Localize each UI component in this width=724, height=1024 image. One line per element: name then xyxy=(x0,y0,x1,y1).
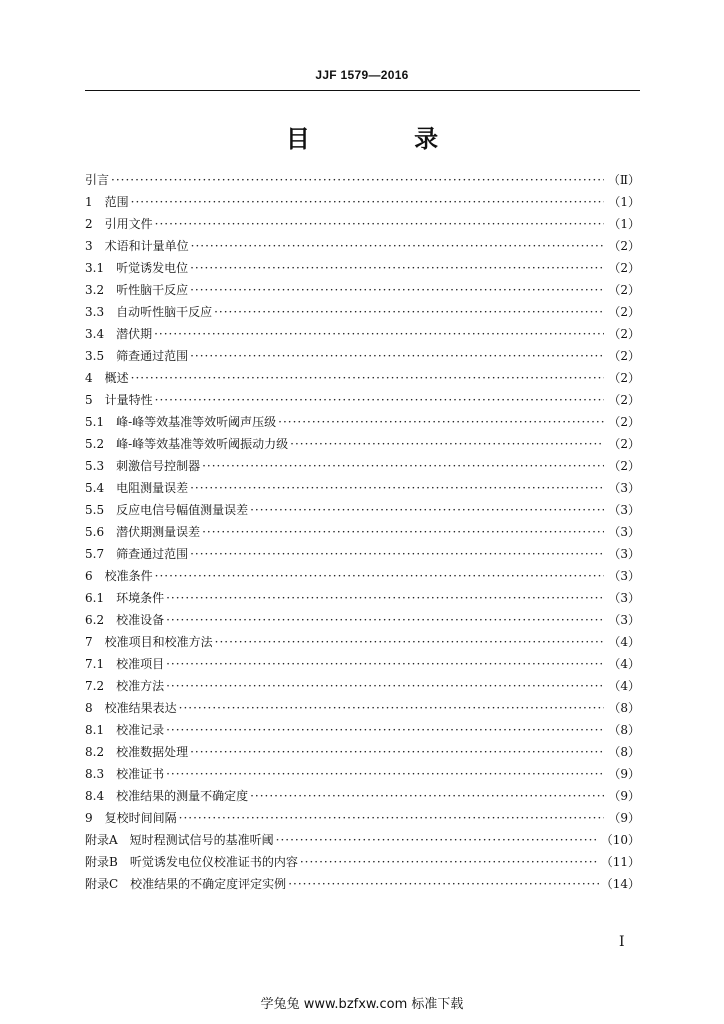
toc-entry[interactable] xyxy=(85,455,640,477)
toc-entry[interactable] xyxy=(85,213,640,235)
toc-entry-label: 7.2 校准方法 xyxy=(85,679,165,693)
toc-entry-label: 8.1 校准记录 xyxy=(85,723,165,737)
toc-entry-page: （9） xyxy=(608,811,640,825)
toc-entry-label: 7.1 校准项目 xyxy=(85,657,165,671)
toc-entry-label: 附录A 短时程测试信号的基准听阈 xyxy=(85,833,274,847)
toc-entry-page: （2） xyxy=(608,393,640,407)
toc-entry-page: （2） xyxy=(608,305,640,319)
toc-entry-label: 8.3 校准证书 xyxy=(85,767,165,781)
toc-leader-dots xyxy=(179,697,604,719)
toc-entry-page: （3） xyxy=(608,569,640,583)
toc-leader-dots xyxy=(214,301,604,323)
toc-entry[interactable] xyxy=(85,235,640,257)
toc-entry-label: 3 术语和计量单位 xyxy=(85,239,189,253)
toc-leader-dots xyxy=(166,675,604,697)
toc-leader-dots xyxy=(131,367,604,389)
toc-entry-label: 5.5 反应电信号幅值测量误差 xyxy=(85,503,249,517)
toc-entry-page: （11） xyxy=(600,855,640,869)
toc-entry-page: （4） xyxy=(608,657,640,671)
toc-entry-page: （2） xyxy=(608,371,640,385)
standard-code-header: JJF 1579—2016 xyxy=(315,68,409,82)
toc-leader-dots xyxy=(300,851,599,873)
toc-entry[interactable] xyxy=(85,477,640,499)
toc-leader-dots xyxy=(131,191,604,213)
toc-entry-page: （2） xyxy=(608,261,640,275)
toc-leader-dots xyxy=(166,609,604,631)
toc-entry-page: （2） xyxy=(608,349,640,363)
toc-entry-label: 3.4 潜伏期 xyxy=(85,327,153,341)
toc-entry-label: 8.2 校准数据处理 xyxy=(85,745,189,759)
toc-entry-page: （9） xyxy=(608,789,640,803)
toc-entry[interactable] xyxy=(85,851,640,873)
toc-leader-dots xyxy=(250,499,604,521)
toc-leader-dots xyxy=(202,455,604,477)
toc-leader-dots xyxy=(179,807,604,829)
toc-entry[interactable] xyxy=(85,169,640,191)
toc-leader-dots xyxy=(155,565,604,587)
toc-entry-page: （2） xyxy=(608,437,640,451)
toc-entry[interactable] xyxy=(85,191,640,213)
toc-entry-label: 1 范围 xyxy=(85,195,129,209)
toc-entry[interactable] xyxy=(85,807,640,829)
toc-entry-label: 6.1 环境条件 xyxy=(85,591,165,605)
toc-leader-dots xyxy=(290,433,604,455)
toc-leader-dots xyxy=(166,719,604,741)
toc-leader-dots xyxy=(154,323,604,345)
toc-entry-label: 3.3 自动听性脑干反应 xyxy=(85,305,213,319)
toc-leader-dots xyxy=(155,213,604,235)
toc-entry[interactable] xyxy=(85,323,640,345)
toc-entry-label: 2 引用文件 xyxy=(85,217,153,231)
toc-entry-page: （3） xyxy=(608,481,640,495)
toc-entry-label: 6 校准条件 xyxy=(85,569,153,583)
toc-entry[interactable] xyxy=(85,785,640,807)
toc-entry-page: （14） xyxy=(600,877,640,891)
toc-entry[interactable] xyxy=(85,301,640,323)
toc-entry-page: （1） xyxy=(608,217,640,231)
toc-entry-label: 7 校准项目和校准方法 xyxy=(85,635,213,649)
toc-entry[interactable] xyxy=(85,653,640,675)
toc-entry-page: （4） xyxy=(608,679,640,693)
toc-entry-label: 5.6 潜伏期测量误差 xyxy=(85,525,201,539)
toc-leader-dots xyxy=(111,169,604,191)
page-number: I xyxy=(619,934,625,950)
toc-entry-page: （4） xyxy=(608,635,640,649)
toc-entry-page: （2） xyxy=(608,459,640,473)
toc-entry[interactable] xyxy=(85,741,640,763)
toc-entry-label: 5.3 刺激信号控制器 xyxy=(85,459,201,473)
toc-entry[interactable] xyxy=(85,631,640,653)
toc-entry-page: （10） xyxy=(600,833,640,847)
toc-entry-label: 3.2 听性脑干反应 xyxy=(85,283,189,297)
toc-entry[interactable] xyxy=(85,697,640,719)
toc-leader-dots xyxy=(288,873,599,895)
header-rule xyxy=(85,90,640,91)
toc-entry-page: （2） xyxy=(608,415,640,429)
toc-entry[interactable] xyxy=(85,609,640,631)
toc-entry-page: （3） xyxy=(608,503,640,517)
toc-leader-dots xyxy=(190,477,604,499)
toc-entry[interactable] xyxy=(85,433,640,455)
toc-entry[interactable] xyxy=(85,345,640,367)
toc-leader-dots xyxy=(155,389,604,411)
toc-entry-label: 附录C 校准结果的不确定度评定实例 xyxy=(85,877,287,891)
toc-leader-dots xyxy=(190,741,604,763)
toc-entry-label: 引言 xyxy=(85,173,110,187)
toc-entry-label: 5.4 电阻测量误差 xyxy=(85,481,189,495)
toc-entry-page: （2） xyxy=(608,283,640,297)
toc-leader-dots xyxy=(190,279,604,301)
watermark-footer: 学兔兔 www.bzfxw.com 标准下载 xyxy=(260,997,464,1012)
toc-entry-label: 3.5 筛查通过范围 xyxy=(85,349,189,363)
toc-entry[interactable] xyxy=(85,279,640,301)
toc-entry[interactable] xyxy=(85,873,640,895)
toc-entry-page: （3） xyxy=(608,613,640,627)
toc-entry-label: 8.4 校准结果的测量不确定度 xyxy=(85,789,249,803)
toc-entry[interactable] xyxy=(85,719,640,741)
toc-entry[interactable] xyxy=(85,763,640,785)
toc-entry[interactable] xyxy=(85,565,640,587)
toc-entry-page: （3） xyxy=(608,547,640,561)
toc-entry-page: （3） xyxy=(608,591,640,605)
toc-entry[interactable] xyxy=(85,389,640,411)
toc-entry-page: （2） xyxy=(608,327,640,341)
page-title: 目 录 xyxy=(285,125,487,153)
toc-entry-label: 6.2 校准设备 xyxy=(85,613,165,627)
toc-entry-page: （8） xyxy=(608,723,640,737)
toc-entry-label: 5 计量特性 xyxy=(85,393,153,407)
toc-entry-page: （9） xyxy=(608,767,640,781)
toc-entry[interactable] xyxy=(85,543,640,565)
toc-leader-dots xyxy=(215,631,604,653)
toc-leader-dots xyxy=(190,543,604,565)
toc-leader-dots xyxy=(166,587,604,609)
toc-leader-dots xyxy=(190,345,604,367)
toc-entry-label: 4 概述 xyxy=(85,371,129,385)
toc-leader-dots xyxy=(278,411,604,433)
toc-entry-label: 5.1 峰-峰等效基准等效听阈声压级 xyxy=(85,415,277,429)
toc-entry[interactable] xyxy=(85,521,640,543)
toc-entry-page: （2） xyxy=(608,239,640,253)
toc-entry-label: 9 复校时间间隔 xyxy=(85,811,177,825)
table-of-contents xyxy=(85,169,640,895)
toc-entry-label: 5.7 筛查通过范围 xyxy=(85,547,189,561)
toc-leader-dots xyxy=(276,829,599,851)
toc-entry-label: 5.2 峰-峰等效基准等效听阈振动力级 xyxy=(85,437,289,451)
toc-entry[interactable] xyxy=(85,587,640,609)
toc-leader-dots xyxy=(166,763,604,785)
toc-entry[interactable] xyxy=(85,367,640,389)
toc-entry[interactable] xyxy=(85,411,640,433)
toc-leader-dots xyxy=(250,785,604,807)
toc-leader-dots xyxy=(191,235,604,257)
toc-entry-page: （3） xyxy=(608,525,640,539)
toc-entry-page: （Ⅱ） xyxy=(607,173,640,187)
toc-entry[interactable] xyxy=(85,257,640,279)
toc-entry[interactable] xyxy=(85,499,640,521)
toc-entry-page: （8） xyxy=(608,745,640,759)
toc-entry-label: 8 校准结果表达 xyxy=(85,701,177,715)
toc-leader-dots xyxy=(166,653,604,675)
toc-leader-dots xyxy=(202,521,604,543)
toc-entry-page: （8） xyxy=(608,701,640,715)
toc-leader-dots xyxy=(190,257,604,279)
toc-entry-page: （1） xyxy=(608,195,640,209)
toc-entry-label: 3.1 听觉诱发电位 xyxy=(85,261,189,275)
toc-entry[interactable] xyxy=(85,675,640,697)
toc-entry[interactable] xyxy=(85,829,640,851)
toc-entry-label: 附录B 听觉诱发电位仪校准证书的内容 xyxy=(85,855,298,869)
